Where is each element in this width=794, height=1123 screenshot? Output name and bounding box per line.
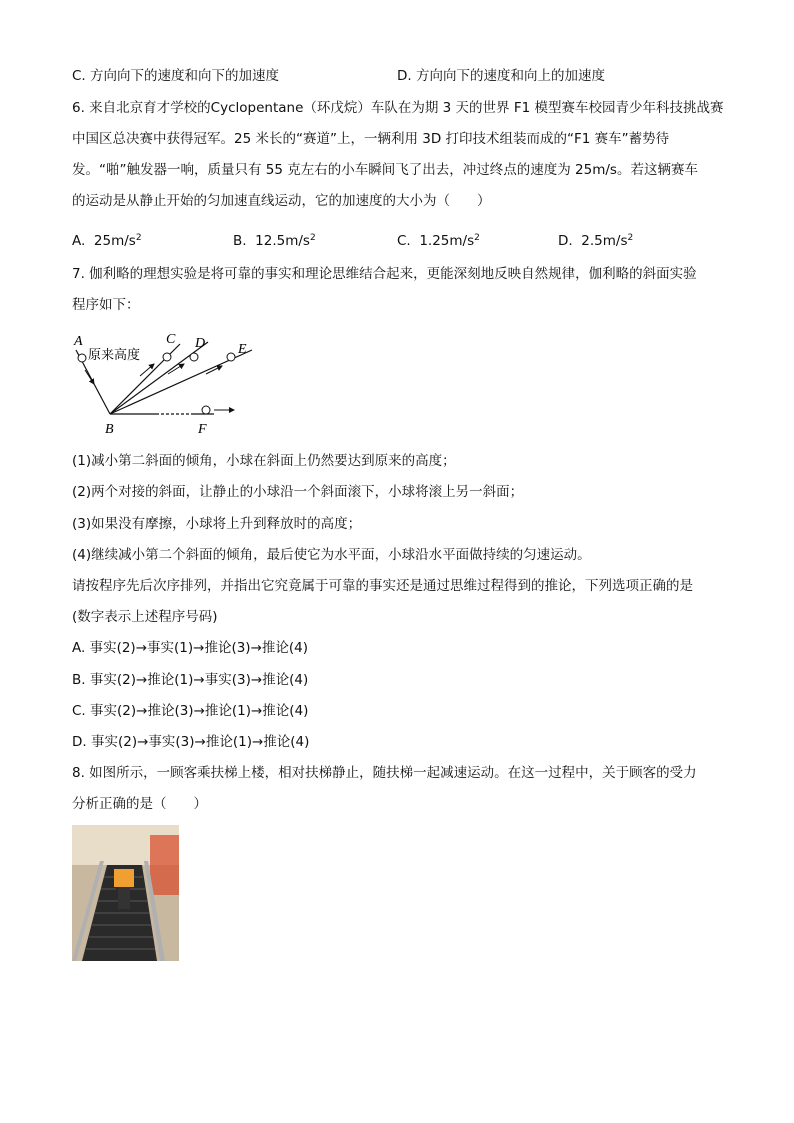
q6-option-b [233, 228, 316, 251]
option-value: 2.5m/s [581, 233, 628, 249]
unit-exponent: 2 [135, 233, 142, 243]
q7-prompt-1: 请按程序先后次序排列，并指出它究竟属于可靠的事实还是通过思维过程得到的推论，下列选项正确的是 [72, 578, 693, 594]
label-a: A [74, 334, 83, 349]
label-e: E [238, 342, 247, 357]
option-value: 1.25m/s [419, 233, 475, 249]
customer-bag [114, 869, 134, 887]
label-d: D [195, 336, 206, 351]
label-f: F [198, 422, 207, 437]
q8-line-2: 分析正确的是（ ） [72, 796, 207, 812]
unit-exponent: 2 [309, 233, 316, 243]
q7-option-b: B. 事实(2)→推论(1)→事实(3)→推论(4) [72, 672, 309, 688]
q7-prompt-2: (数字表示上述程序号码) [72, 609, 218, 625]
option-label: B. [233, 233, 247, 249]
q7-option-d: D. 事实(2)→事实(3)→推论(1)→推论(4) [72, 734, 310, 750]
q7-step-4: (4)继续减小第二个斜面的倾角，最后使它为水平面，小球沿水平面做持续的匀速运动。 [72, 547, 591, 563]
unit-exponent: 2 [474, 233, 480, 243]
label-height: 原来高度 [88, 348, 141, 363]
q6-option-a [72, 228, 142, 251]
option-value: 25m/s [93, 233, 136, 249]
q6-line-4: 的运动是从静止开始的匀加速直线运动，它的加速度的大小为（ ） [72, 193, 491, 209]
arrow-c [140, 364, 154, 376]
arrow-down-left [85, 370, 94, 384]
option-label: C. [397, 233, 411, 249]
q7-step-2: (2)两个对接的斜面，让静止的小球沿一个斜面滚下，小球将滚上另一斜面； [72, 484, 524, 500]
option-value: 12.5m/s [255, 233, 310, 249]
option-label: D. [558, 233, 573, 249]
ball-c [163, 353, 171, 361]
escalator-photo [72, 825, 179, 961]
q7-line-1: 7. 伽利略的理想实验是将可靠的事实和理论思维结合起来，更能深刻地反映自然规律，伽利略的斜面实验 [72, 266, 697, 282]
ball-f [202, 406, 210, 414]
customer-legs [118, 887, 130, 909]
q6-line-3: 发。“啪”触发器一响，质量只有 55 克左右的小车瞬间飞了出去，冲过终点的速度为 25m/s。若这辆赛车 [72, 162, 698, 178]
label-c: C [166, 332, 176, 347]
q5-option-d: D. 方向向下的速度和向上的加速度 [397, 68, 605, 84]
q7-step-1: (1)减小第二斜面的倾角，小球在斜面上仍然要达到原来的高度； [72, 453, 456, 469]
shop-sign [150, 835, 179, 895]
unit-exponent: 2 [627, 233, 634, 243]
ball-e [227, 353, 235, 361]
q7-option-a: A. 事实(2)→事实(1)→推论(3)→推论(4) [72, 640, 309, 656]
q6-option-d [558, 228, 633, 251]
q6-option-c [397, 228, 480, 251]
q7-line-2: 程序如下： [72, 297, 140, 313]
q6-line-1: 6. 来自北京育才学校的Cyclopentane（环戊烷）车队在为期 3 天的世界 F1 模型赛车校园青少年科技挑战赛 [72, 100, 724, 116]
ball-d [190, 353, 198, 361]
q8-line-1: 8. 如图所示，一顾客乘扶梯上楼，相对扶梯静止，随扶梯一起减速运动。在这一过程中，关于顾客的受力 [72, 765, 697, 781]
q7-step-3: (3)如果没有摩擦，小球将上升到释放时的高度； [72, 516, 362, 532]
option-label: A. [72, 233, 86, 249]
label-b: B [105, 422, 114, 437]
q6-line-2: 中国区总决赛中获得冠军。25 米长的“赛道”上，一辆利用 3D 打印技术组装而成的“F1 赛车”蓄势待 [72, 131, 670, 147]
ball-a [78, 354, 86, 362]
q5-option-c: C. 方向向下的速度和向下的加速度 [72, 68, 280, 84]
incline-diagram [68, 328, 268, 440]
q7-option-c: C. 事实(2)→推论(3)→推论(1)→推论(4) [72, 703, 309, 719]
